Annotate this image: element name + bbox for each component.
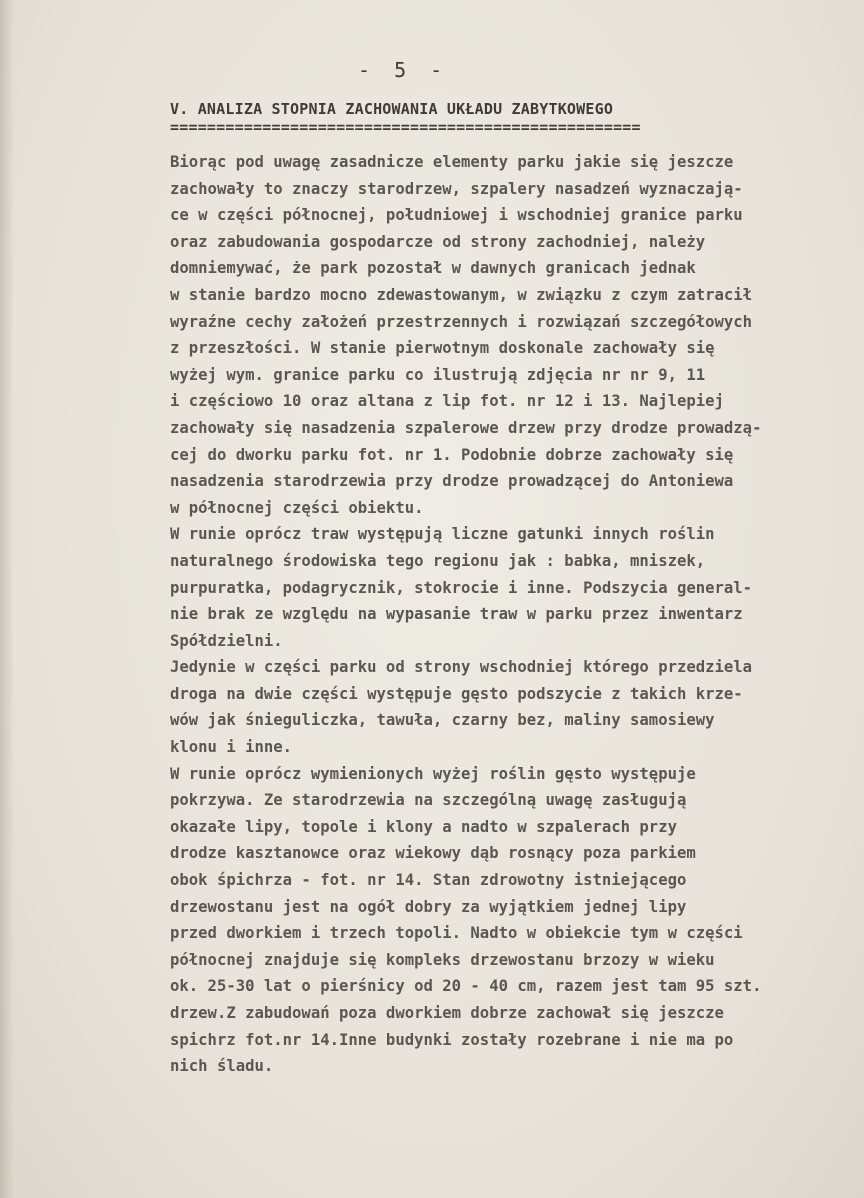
- text-line: Spółdzielni.: [170, 631, 283, 650]
- text-line: klonu i inne.: [170, 738, 293, 757]
- heading-underline: ===================================================: [170, 118, 641, 136]
- text-line: nie brak ze względu na wypasanie traw w parku przez inwentarz: [170, 605, 743, 624]
- body-text: [170, 149, 850, 1080]
- text-line: z przeszłości. W stanie pierwotnym doskonale zachowały się: [170, 339, 715, 358]
- text-line: purpuratka, podagrycznik, stokrocie i inne. Podszycia general-: [170, 578, 753, 597]
- text-line: w północnej części obiektu.: [170, 498, 424, 517]
- text-line: spichrz fot.nr 14.Inne budynki zostały rozebrane i nie ma po: [170, 1030, 734, 1049]
- text-line: droga na dwie części występuje gęsto podszycie z takich krze-: [170, 684, 743, 703]
- page-number: - 5 -: [358, 58, 449, 82]
- text-line: ok. 25-30 lat o pierśnicy od 20 - 40 cm, razem jest tam 95 szt.: [170, 977, 762, 996]
- text-line: przed dworkiem i trzech topoli. Nadto w obiekcie tym w części: [170, 924, 743, 943]
- text-line: ce w części północnej, południowej i wschodniej granice parku: [170, 206, 743, 225]
- text-line: drzewostanu jest na ogół dobry za wyjątkiem jednej lipy: [170, 897, 687, 916]
- text-line: W runie oprócz traw występują liczne gatunki innych roślin: [170, 525, 715, 544]
- text-line: nich śladu.: [170, 1057, 274, 1076]
- text-line: cej do dworku parku fot. nr 1. Podobnie dobrze zachowały się: [170, 445, 734, 464]
- text-line: oraz zabudowania gospodarcze od strony zachodniej, należy: [170, 232, 706, 251]
- text-line: w stanie bardzo mocno zdewastowanym, w związku z czym zatracił: [170, 285, 753, 304]
- text-line: W runie oprócz wymienionych wyżej roślin gęsto występuje: [170, 764, 696, 783]
- text-line: i częściowo 10 oraz altana z lip fot. nr 12 i 13. Najlepiej: [170, 392, 724, 411]
- section-heading: V. ANALIZA STOPNIA ZACHOWANIA UKŁADU ZABYTKOWEGO: [170, 100, 614, 118]
- text-line: drodze kasztanowce oraz wiekowy dąb rosnący poza parkiem: [170, 844, 696, 863]
- text-line: nasadzenia starodrzewia przy drodze prowadzącej do Antoniewa: [170, 472, 734, 491]
- text-line: naturalnego środowiska tego regionu jak : babka, mniszek,: [170, 551, 706, 570]
- text-line: zachowały się nasadzenia szpalerowe drzew przy drodze prowadzą-: [170, 418, 762, 437]
- page-edge-shadow: [0, 0, 14, 1198]
- text-line: wów jak śnieguliczka, tawuła, czarny bez, maliny samosiewy: [170, 711, 715, 730]
- text-line: okazałe lipy, topole i klony a nadto w szpalerach przy: [170, 817, 677, 836]
- text-line: Biorąc pod uwagę zasadnicze elementy parku jakie się jeszcze: [170, 153, 734, 171]
- text-line: obok śpichrza - fot. nr 14. Stan zdrowotny istniejącego: [170, 871, 687, 890]
- text-line: pokrzywa. Ze starodrzewia na szczególną uwagę zasługują: [170, 791, 687, 810]
- text-line: domniemywać, że park pozostał w dawnych granicach jednak: [170, 259, 696, 278]
- text-line: wyżej wym. granice parku co ilustrują zdjęcia nr nr 9, 11: [170, 365, 706, 384]
- text-line: drzew.Z zabudowań poza dworkiem dobrze zachował się jeszcze: [170, 1004, 724, 1022]
- text-line: północnej znajduje się kompleks drzewostanu brzozy w wieku: [170, 950, 715, 969]
- text-line: zachowały to znaczy starodrzew, szpalery nasadzeń wyznaczają-: [170, 179, 743, 198]
- text-line: Jedynie w części parku od strony wschodniej którego przedziela: [170, 658, 753, 677]
- text-line: wyraźne cechy założeń przestrzennych i rozwiązań szczegółowych: [170, 312, 753, 331]
